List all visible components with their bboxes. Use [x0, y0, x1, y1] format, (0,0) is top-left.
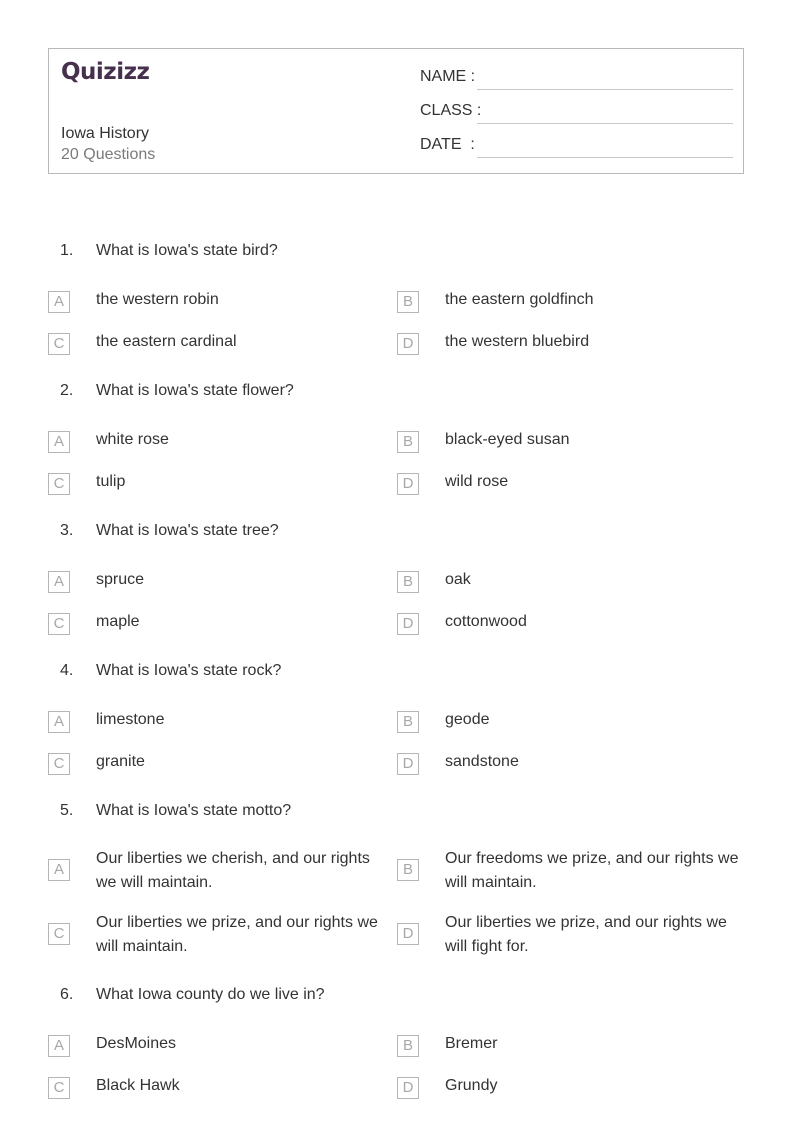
worksheet-header [48, 48, 744, 174]
option-text: Our liberties we prize, and our rights we will maintain. [96, 914, 378, 955]
option-text: the western bluebird [445, 333, 590, 350]
class-label: CLASS : [420, 102, 482, 119]
option-text: geode [445, 711, 490, 728]
date-line [477, 157, 733, 158]
option-text: white rose [96, 431, 169, 448]
question-number: 2. [60, 382, 74, 399]
question-text: What is Iowa's state motto? [96, 802, 292, 819]
option-text: Our liberties we cherish, and our rights we will maintain. [96, 850, 370, 891]
option-letter-box: D [397, 753, 419, 775]
option-text: DesMoines [96, 1035, 177, 1052]
question-text: What is Iowa's state bird? [96, 242, 278, 259]
question-text: What is Iowa's state tree? [96, 522, 279, 539]
option-letter-box: A [48, 859, 70, 881]
option-letter-box: B [397, 431, 419, 453]
name-line [477, 89, 733, 90]
option-text: spruce [96, 571, 145, 588]
option-letter-box: C [48, 923, 70, 945]
option-letter-box: A [48, 431, 70, 453]
question-number: 1. [60, 242, 74, 259]
option-text: granite [96, 753, 145, 770]
option-letter-box: D [397, 613, 419, 635]
option-text: the eastern cardinal [96, 333, 237, 350]
option-text: Our freedoms we prize, and our rights we will maintain. [445, 850, 739, 891]
option-text: wild rose [445, 473, 509, 490]
question-text: What Iowa county do we live in? [96, 986, 325, 1003]
option-letter-box: B [397, 711, 419, 733]
option-letter-box: A [48, 1035, 70, 1057]
question-number: 4. [60, 662, 74, 679]
option-text: tulip [96, 473, 126, 490]
option-text: black-eyed susan [445, 431, 570, 448]
option-letter-box: C [48, 333, 70, 355]
question-number: 6. [60, 986, 74, 1003]
worksheet-title: Iowa History [61, 125, 150, 142]
option-text: Our liberties we prize, and our rights we will fight for. [445, 914, 727, 955]
option-letter-box: A [48, 571, 70, 593]
option-text: Bremer [445, 1035, 498, 1052]
date-label: DATE : [420, 136, 475, 153]
option-letter-box: A [48, 291, 70, 313]
quizizz-logo: Quizizz [61, 59, 150, 85]
question-count: 20 Questions [61, 146, 156, 163]
option-letter-box: A [48, 711, 70, 733]
option-letter-box: B [397, 1035, 419, 1057]
question-text: What is Iowa's state flower? [96, 382, 294, 399]
question-text: What is Iowa's state rock? [96, 662, 282, 679]
option-text: the eastern goldfinch [445, 291, 594, 308]
option-text: maple [96, 613, 140, 630]
option-text: cottonwood [445, 613, 527, 630]
name-label: NAME : [420, 68, 476, 85]
option-letter-box: D [397, 1077, 419, 1099]
option-letter-box: C [48, 1077, 70, 1099]
option-letter-box: D [397, 923, 419, 945]
option-text: sandstone [445, 753, 519, 770]
option-text: the western robin [96, 291, 219, 308]
option-letter-box: C [48, 613, 70, 635]
option-text: Grundy [445, 1077, 498, 1094]
option-letter-box: C [48, 753, 70, 775]
option-letter-box: D [397, 333, 419, 355]
option-text: Black Hawk [96, 1077, 180, 1094]
option-letter-box: B [397, 571, 419, 593]
option-letter-box: B [397, 859, 419, 881]
class-line [477, 123, 733, 124]
option-text: oak [445, 571, 471, 588]
option-letter-box: C [48, 473, 70, 495]
option-text: limestone [96, 711, 165, 728]
option-letter-box: B [397, 291, 419, 313]
option-letter-box: D [397, 473, 419, 495]
question-number: 5. [60, 802, 74, 819]
question-number: 3. [60, 522, 74, 539]
